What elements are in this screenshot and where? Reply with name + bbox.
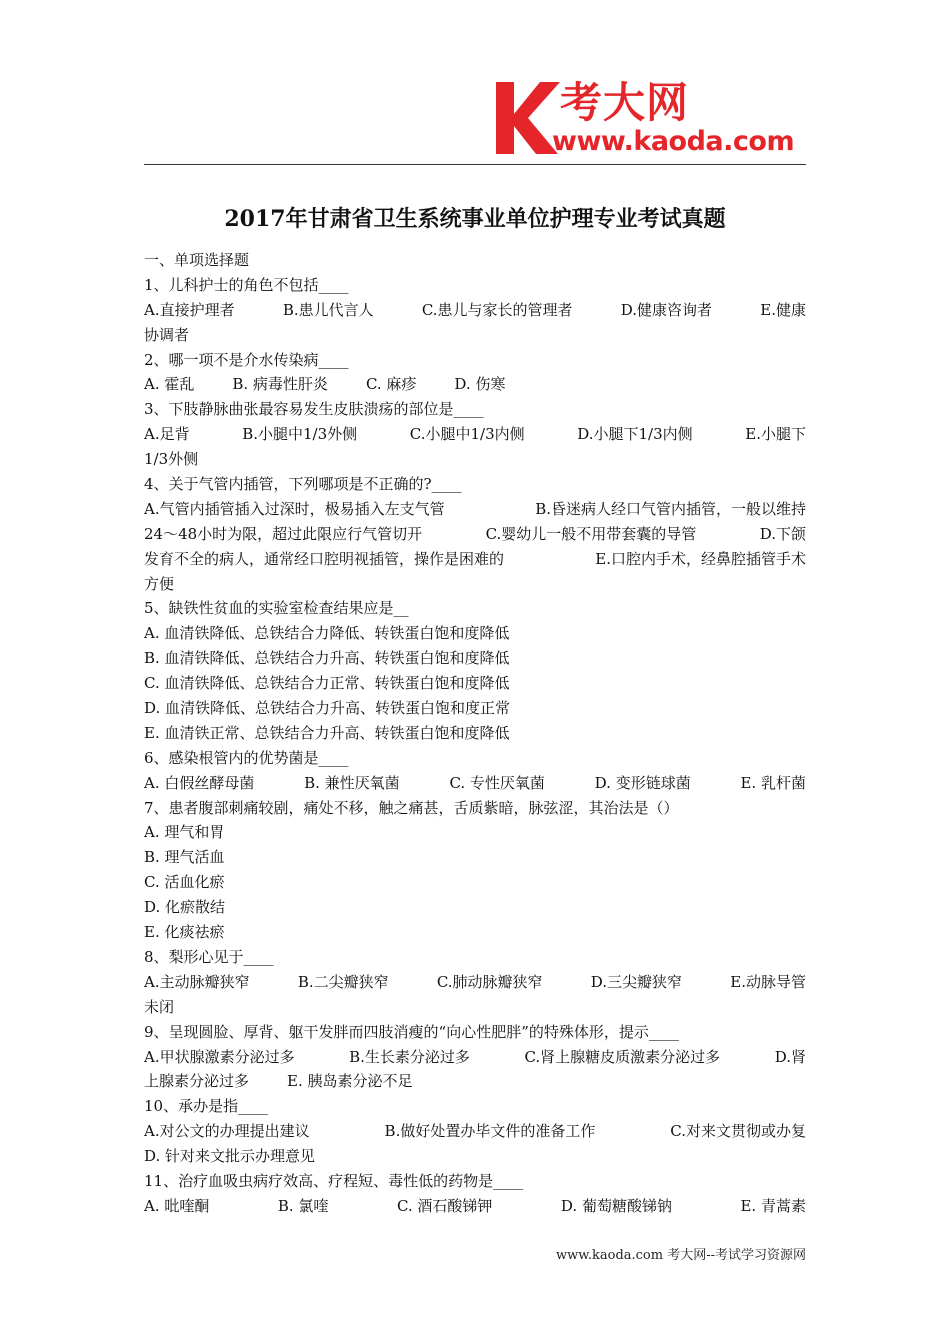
text-line: 3、下肢静脉曲张最容易发生皮肤溃疡的部位是____ xyxy=(144,400,484,419)
option-item: D. 伤寒 xyxy=(454,375,506,394)
option-item: C. 酒石酸锑钾 xyxy=(396,1196,493,1215)
option-item: E. 乳杆菌 xyxy=(740,773,806,792)
text-line: C. 活血化瘀 xyxy=(144,873,225,892)
option-item: A. 霍乱 xyxy=(144,375,195,394)
option-item: E. 青蒿素 xyxy=(740,1196,806,1215)
text-line: B. 理气活血 xyxy=(144,848,225,867)
text-line: 6、感染根管内的优势菌是____ xyxy=(144,748,349,767)
text-line: 4、关于气管内插管，下列哪项是不正确的?____ xyxy=(144,475,462,494)
option-item: A.直接护理者 xyxy=(144,300,235,319)
option-item: B.患儿代言人 xyxy=(282,300,374,319)
option-row xyxy=(144,547,806,572)
text-line: 11、治疗血吸虫病疗效高、疗程短、毒性低的药物是____ xyxy=(144,1171,524,1190)
text-line: E. 血清铁正常、总铁结合力升高、转铁蛋白饱和度降低 xyxy=(144,723,510,742)
page-footer: www.kaoda.com 考大网--考试学习资源网 xyxy=(556,1248,806,1263)
option-item: 24～48小时为限，超过此限应行气管切开 xyxy=(144,524,423,543)
text-line: 2、哪一项不是介水传染病____ xyxy=(144,350,349,369)
option-item: D.小腿下1/3内侧 xyxy=(577,425,693,444)
option-item: B. 病毒性肝炎 xyxy=(232,375,328,394)
text-line: 一、单项选择题 xyxy=(144,251,250,269)
header-divider xyxy=(144,164,806,165)
option-row xyxy=(144,1194,806,1219)
option-item: C.小腿中1/3内侧 xyxy=(409,425,525,444)
option-item: B.小腿中1/3外侧 xyxy=(242,425,358,444)
logo-url: www.kaoda.com xyxy=(552,126,795,157)
option-item: B.生长素分泌过多 xyxy=(349,1047,470,1066)
kaoda-logo[interactable] xyxy=(492,78,808,158)
option-item: 上腺素分泌过多 xyxy=(144,1072,250,1091)
option-row xyxy=(144,372,806,397)
option-item: C.患儿与家长的管理者 xyxy=(421,300,573,319)
option-item: B. 氯喹 xyxy=(277,1196,329,1215)
option-row xyxy=(144,1045,806,1070)
option-item: D.下颌 xyxy=(759,524,806,543)
option-row xyxy=(144,422,806,447)
text-line: B. 血清铁降低、总铁结合力升高、转铁蛋白饱和度降低 xyxy=(144,649,510,668)
option-item: B.二尖瓣狭窄 xyxy=(297,972,389,991)
option-item: E.健康 xyxy=(760,300,806,319)
option-item: C.肺动脉瓣狭窄 xyxy=(436,972,543,991)
option-row xyxy=(144,522,806,547)
option-row xyxy=(144,771,806,796)
option-item: D.肾 xyxy=(774,1047,806,1066)
option-item: C. 专性厌氧菌 xyxy=(449,773,545,792)
option-item: E.动脉导管 xyxy=(730,972,806,991)
option-item: A.主动脉瓣狭窄 xyxy=(144,972,250,991)
option-row xyxy=(144,497,806,522)
text-line: D. 血清铁降低、总铁结合力升高、转铁蛋白饱和度正常 xyxy=(144,699,511,718)
text-line: 协调者 xyxy=(144,325,190,344)
option-item: B.做好处置办毕文件的准备工作 xyxy=(384,1122,596,1141)
option-item: 发育不全的病人，通常经口腔明视插管，操作是困难的 xyxy=(144,549,505,568)
text-line: 方便 xyxy=(144,574,175,593)
text-line: C. 血清铁降低、总铁结合力正常、转铁蛋白饱和度降低 xyxy=(144,674,510,693)
text-line: 1、儿科护士的角色不包括____ xyxy=(144,275,349,294)
text-line: 8、梨形心见于____ xyxy=(144,947,274,966)
text-line: 未闭 xyxy=(144,997,175,1016)
text-line: 9、呈现圆脸、厚背、躯干发胖而四肢消瘦的“向心性肥胖”的特殊体形，提示____ xyxy=(144,1022,679,1041)
option-item: B.昏迷病人经口气管内插管，一般以维持 xyxy=(535,499,806,518)
text-line: 7、患者腹部刺痛较剧，痛处不移，触之痛甚，舌质紫暗，脉弦涩，其治法是（） xyxy=(144,798,679,817)
option-item: C.对来文贯彻或办复 xyxy=(670,1122,806,1141)
option-item: A. 白假丝酵母菌 xyxy=(144,773,255,792)
option-item: C.肾上腺糖皮质激素分泌过多 xyxy=(524,1047,721,1066)
option-item: E.小腿下 xyxy=(745,425,806,444)
option-row xyxy=(144,1069,806,1094)
option-item: E.口腔内手术，经鼻腔插管手术 xyxy=(595,549,806,568)
option-item: C. 麻疹 xyxy=(365,375,417,394)
text-line: 1/3外侧 xyxy=(144,450,199,469)
option-item: E. 胰岛素分泌不足 xyxy=(287,1072,413,1091)
option-item: A.足背 xyxy=(144,425,190,444)
logo-brand-name: 考大网 xyxy=(560,78,690,127)
option-item: B. 兼性厌氧菌 xyxy=(304,773,400,792)
option-item: D. 变形链球菌 xyxy=(594,773,691,792)
option-item: D.三尖瓣狭窄 xyxy=(590,972,683,991)
text-line: D. 化瘀散结 xyxy=(144,898,226,917)
question-list xyxy=(144,248,806,1219)
option-row xyxy=(144,298,806,323)
text-line: 5、缺铁性贫血的实验室检查结果应是__ xyxy=(144,599,409,618)
option-item: D.健康咨询者 xyxy=(620,300,713,319)
document-title: 2017年甘肃省卫生系统事业单位护理专业考试真题 xyxy=(224,206,726,232)
option-item: C.婴幼儿一般不用带套囊的导管 xyxy=(485,524,697,543)
option-item: A. 吡喹酮 xyxy=(144,1196,210,1215)
text-line: A. 血清铁降低、总铁结合力降低、转铁蛋白饱和度降低 xyxy=(144,624,510,643)
option-item: A.对公文的办理提出建议 xyxy=(144,1122,310,1141)
text-line: 10、承办是指____ xyxy=(144,1097,269,1116)
text-line: E. 化痰祛瘀 xyxy=(144,923,225,942)
text-line: D. 针对来文批示办理意见 xyxy=(144,1147,316,1166)
option-row xyxy=(144,1119,806,1144)
option-row xyxy=(144,970,806,995)
option-item: A.甲状腺激素分泌过多 xyxy=(144,1047,295,1066)
text-line: A. 理气和胃 xyxy=(144,823,225,842)
option-item: D. 葡萄糖酸锑钠 xyxy=(560,1196,672,1215)
option-item: A.气管内插管插入过深时，极易插入左支气管 xyxy=(144,499,445,518)
